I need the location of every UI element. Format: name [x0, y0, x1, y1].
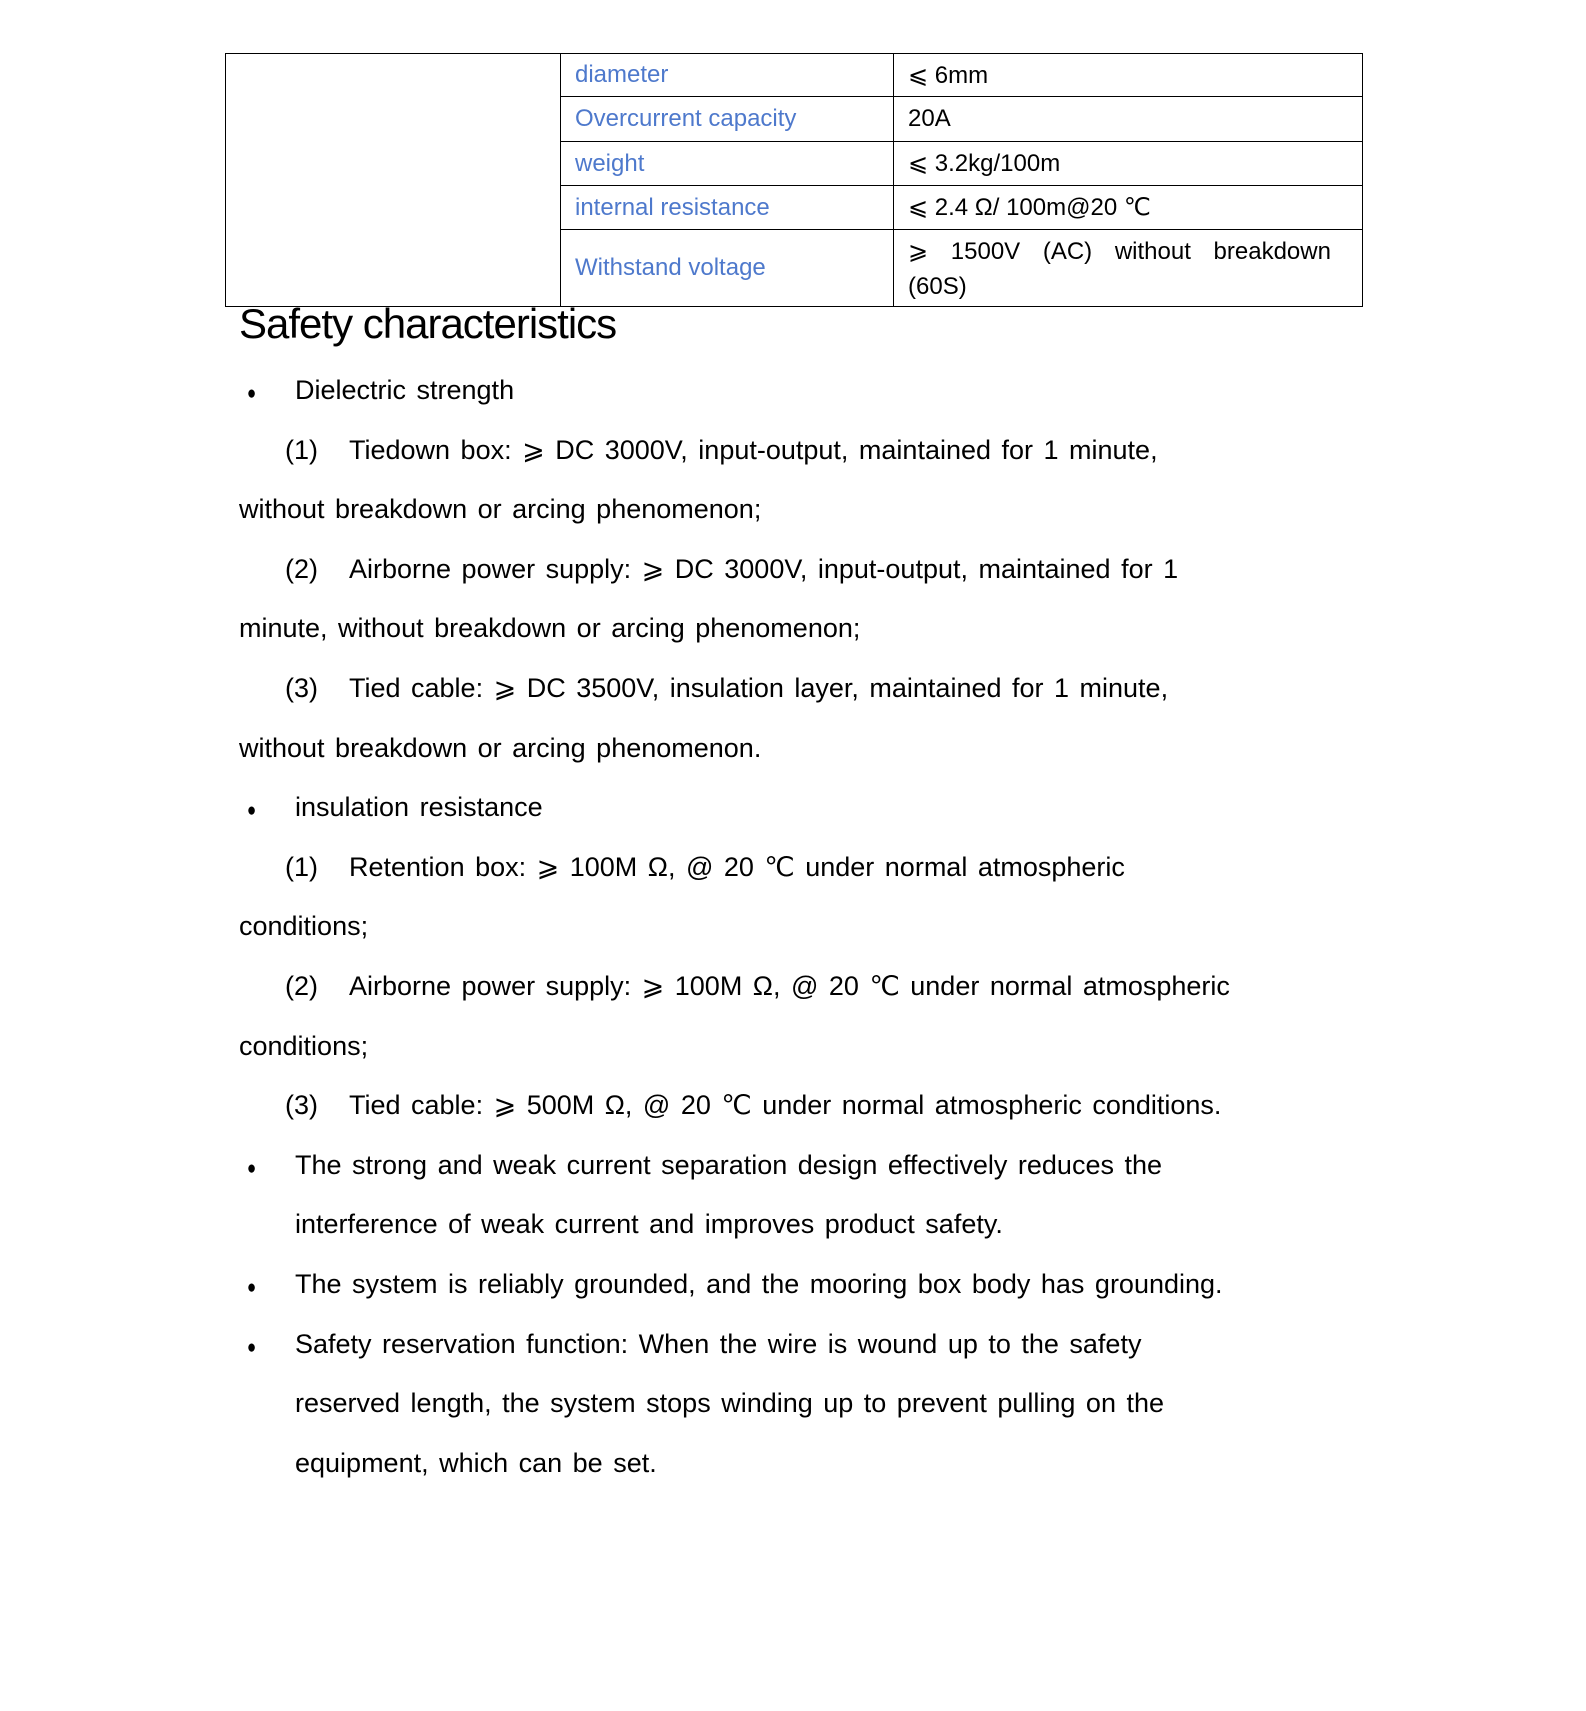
list-number: (2) [285, 970, 318, 1001]
spec-value: 20A [894, 97, 1363, 142]
list-item [239, 361, 1439, 421]
numbered-item-text: Retention box: ⩾ 100M Ω, @ 20 ℃ under normal atmospheric [349, 851, 1125, 882]
list-number: (3) [285, 1090, 318, 1121]
spec-value [894, 230, 1363, 307]
spec-label: Overcurrent capacity [561, 97, 894, 142]
paragraph-line [239, 599, 1439, 659]
paragraph-line [239, 480, 1439, 540]
spec-label: internal resistance [561, 186, 894, 230]
list-item [239, 778, 1439, 838]
numbered-item-text: Tiedown box: ⩾ DC 3000V, input-output, maintained for 1 minute, [349, 434, 1158, 465]
list-item [239, 1136, 1439, 1196]
list-number: (2) [285, 553, 318, 584]
bullet-icon: ● [247, 1157, 257, 1179]
numbered-item-text: Airborne power supply: ⩾ DC 3000V, input-output, maintained for 1 [349, 553, 1179, 584]
spec-value-line2: (60S) [908, 273, 967, 300]
bullet-icon: ● [247, 1276, 257, 1298]
list-number: (3) [285, 672, 318, 703]
paragraph-text: equipment, which can be set. [295, 1447, 657, 1478]
spec-category-cell [226, 54, 561, 307]
spec-value: ⩽ 6mm [894, 54, 1363, 97]
paragraph-line [239, 719, 1439, 779]
list-item-text: Safety reservation function: When the wire is wound up to the safety [295, 1328, 1142, 1359]
paragraph-text: conditions; [239, 1030, 369, 1061]
list-item-text: insulation resistance [295, 792, 543, 823]
table-row [226, 54, 1363, 97]
numbered-item-text: Airborne power supply: ⩾ 100M Ω, @ 20 ℃ under normal atmospheric [349, 970, 1230, 1001]
list-item-text: The system is reliably grounded, and the mooring box body has grounding. [295, 1268, 1223, 1299]
numbered-item-text: Tied cable: ⩾ 500M Ω, @ 20 ℃ under normal atmospheric conditions. [349, 1090, 1222, 1121]
numbered-item [239, 957, 1439, 1017]
paragraph-line [239, 1195, 1439, 1255]
list-number: (1) [285, 434, 318, 465]
bullet-icon: ● [247, 800, 257, 822]
paragraph-text: without breakdown or arcing phenomenon; [239, 494, 762, 525]
spec-value: ⩽ 2.4 Ω/ 100m@20 ℃ [894, 186, 1363, 230]
list-item [239, 1255, 1439, 1315]
spec-table [225, 53, 1363, 307]
numbered-item [239, 838, 1439, 898]
numbered-item [239, 421, 1439, 481]
numbered-item [239, 659, 1439, 719]
paragraph-line [239, 1374, 1439, 1434]
bullet-icon: ● [247, 383, 257, 404]
paragraph-text: interference of weak current and improves product safety. [295, 1209, 1003, 1240]
spec-label: Withstand voltage [561, 230, 894, 307]
spec-label: diameter [561, 54, 894, 97]
body-lines [239, 361, 1439, 1493]
list-item-text: The strong and weak current separation design effectively reduces the [295, 1149, 1162, 1180]
numbered-item [239, 1076, 1439, 1136]
paragraph-line [239, 897, 1439, 957]
paragraph-text: reserved length, the system stops winding up to prevent pulling on the [295, 1388, 1164, 1419]
bullet-icon: ● [247, 1336, 257, 1358]
spec-value-line1: ⩾ 1500V (AC) without breakdown [908, 238, 1331, 265]
paragraph-text: without breakdown or arcing phenomenon. [239, 732, 762, 763]
numbered-item-text: Tied cable: ⩾ DC 3500V, insulation layer, maintained for 1 minute, [349, 672, 1169, 703]
list-item [239, 1315, 1439, 1375]
list-number: (1) [285, 851, 318, 882]
list-item-text: Dielectric strength [295, 375, 515, 405]
paragraph-line [239, 1017, 1439, 1077]
paragraph-text: conditions; [239, 911, 369, 942]
paragraph-line [239, 1434, 1439, 1494]
numbered-item [239, 540, 1439, 600]
document-body [239, 299, 1439, 1493]
page-title: Safety characteristics [239, 300, 617, 347]
spec-label: weight [561, 142, 894, 186]
paragraph-text: minute, without breakdown or arcing phenomenon; [239, 613, 861, 644]
spec-value: ⩽ 3.2kg/100m [894, 142, 1363, 186]
